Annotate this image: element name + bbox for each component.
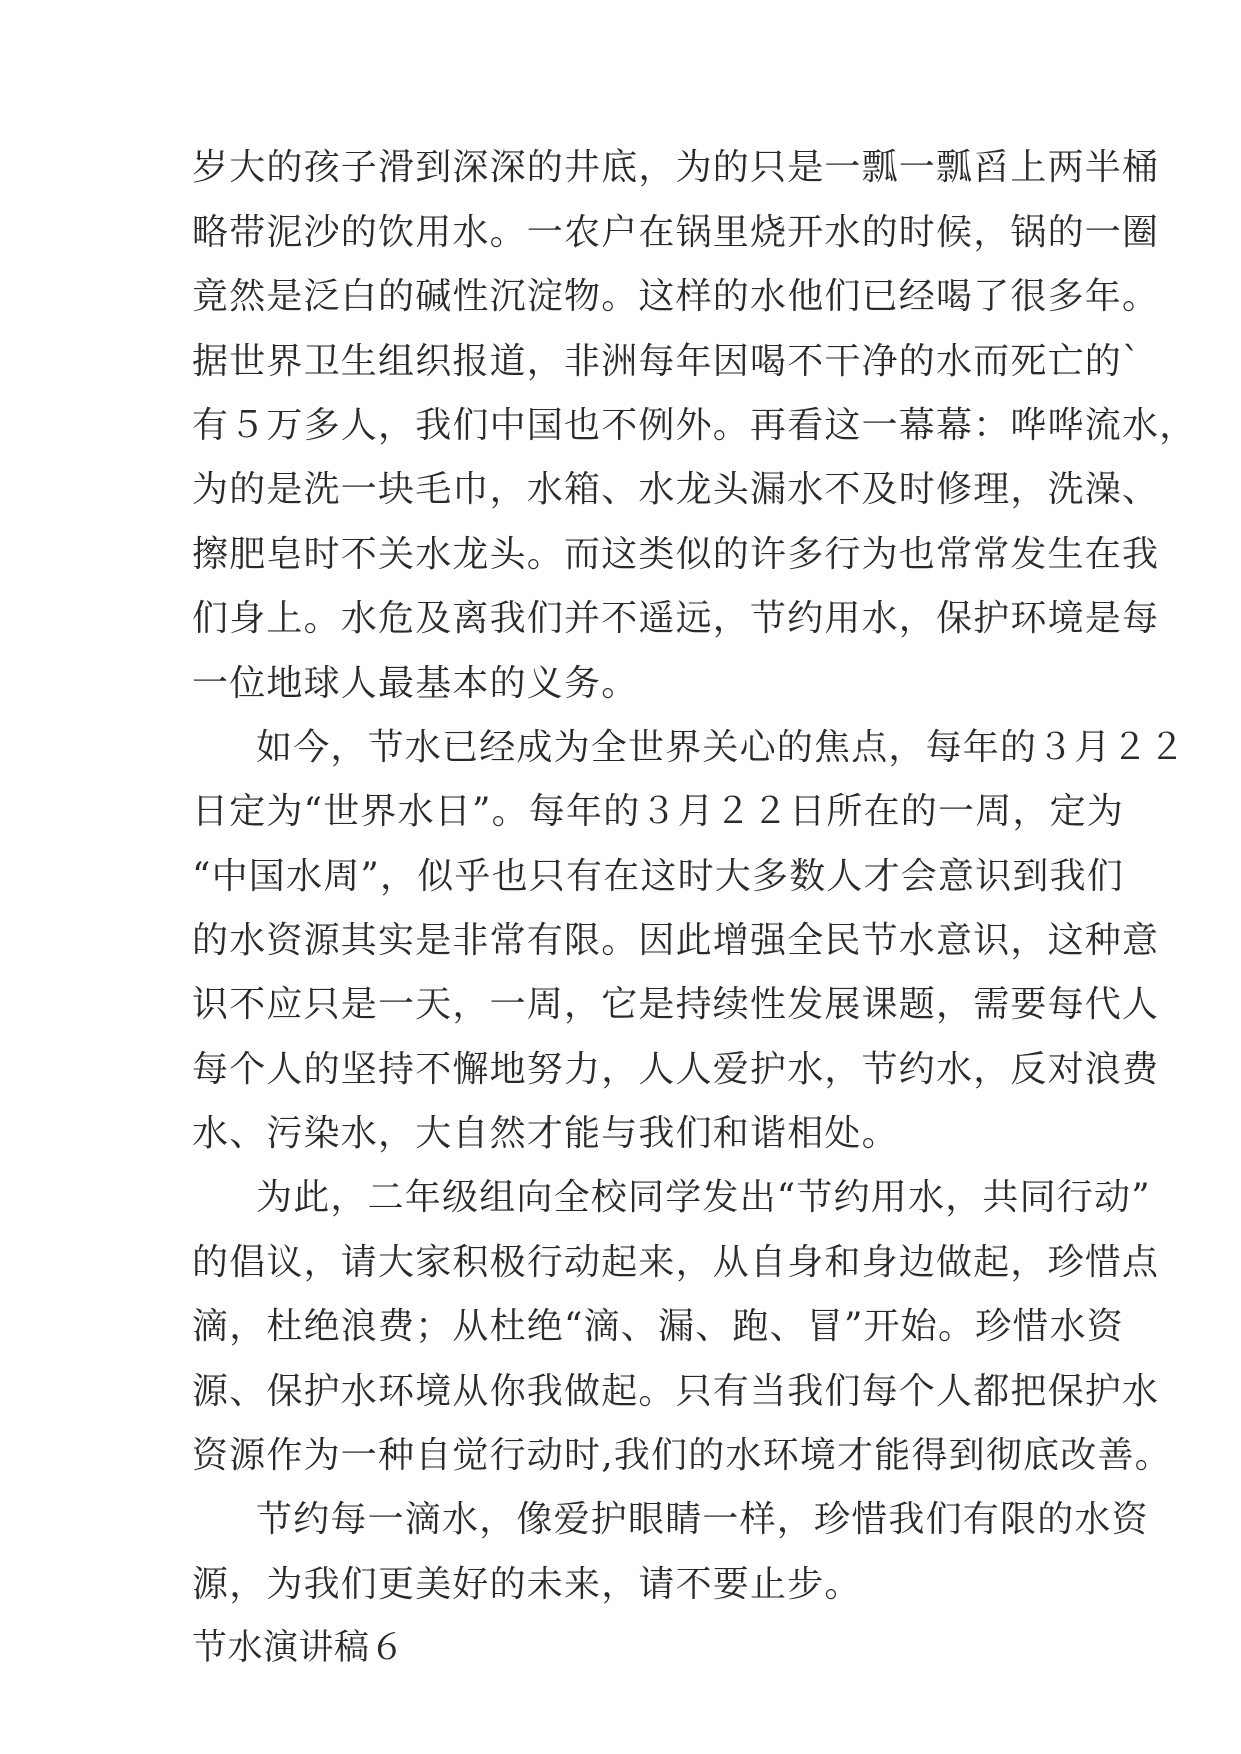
paragraph-line: 日定为“世界水日”。每年的３月２２日所在的一周，定为 (192, 791, 1125, 832)
paragraph-line: 的倡议，请大家积极行动起来，从自身和身边做起，珍惜点 (192, 1242, 1160, 1283)
paragraph-line: 一位地球人最基本的义务。 (192, 663, 639, 704)
paragraph-line: 有５万多人，我们中国也不例外。再看这一幕幕：哗哗流水， (192, 405, 1197, 446)
paragraph-line: 每个人的坚持不懈地努力，人人爱护水，节约水，反对浪费 (192, 1049, 1160, 1090)
paragraph-line: 为的是洗一块毛巾，水箱、水龙头漏水不及时修理，洗澡、 (192, 469, 1160, 510)
paragraph-line: 略带泥沙的饮用水。一农户在锅里烧开水的时候，锅的一圈 (192, 212, 1160, 253)
paragraph-line: 识不应只是一天，一周，它是持续性发展课题，需要每代人 (192, 984, 1160, 1025)
paragraph-line: 擦肥皂时不关水龙头。而这类似的许多行为也常常发生在我 (192, 534, 1160, 575)
paragraph-line: 资源作为一种自觉行动时,我们的水环境才能得到彻底改善。 (192, 1435, 1172, 1476)
paragraph-line: 为此，二年级组向全校同学发出“节约用水，共同行动” (256, 1177, 1151, 1218)
paragraph-line: 岁大的孩子滑到深深的井底，为的只是一瓢一瓢舀上两半桶 (192, 147, 1160, 188)
paragraph-line: 源、保护水环境从你我做起。只有当我们每个人都把保护水 (192, 1371, 1160, 1412)
paragraph-line: 水、污染水，大自然才能与我们和谐相处。 (192, 1113, 899, 1154)
paragraph-line: 据世界卫生组织报道，非洲每年因喝不干净的水而死亡的` (192, 341, 1142, 382)
paragraph-line: 滴，杜绝浪费；从杜绝“滴、漏、跑、冒”开始。珍惜水资 (192, 1306, 1125, 1347)
paragraph-line: 们身上。水危及离我们并不遥远，节约用水，保护环境是每 (192, 598, 1160, 639)
paragraph-line: 如今，节水已经成为全世界关心的焦点，每年的３月２２ (256, 727, 1187, 768)
paragraph-line: 竟然是泛白的碱性沉淀物。这样的水他们已经喝了很多年。 (192, 276, 1160, 317)
paragraph-line: “中国水周”，似乎也只有在这时大多数人才会意识到我们 (192, 856, 1125, 897)
paragraph-line: 的水资源其实是非常有限。因此增强全民节水意识，这种意 (192, 920, 1160, 961)
paragraph-line: 源，为我们更美好的未来，请不要止步。 (192, 1564, 862, 1605)
paragraph-line: 节约每一滴水，像爱护眼睛一样，珍惜我们有限的水资 (256, 1499, 1149, 1540)
section-heading: 节水演讲稿６ (192, 1628, 406, 1668)
